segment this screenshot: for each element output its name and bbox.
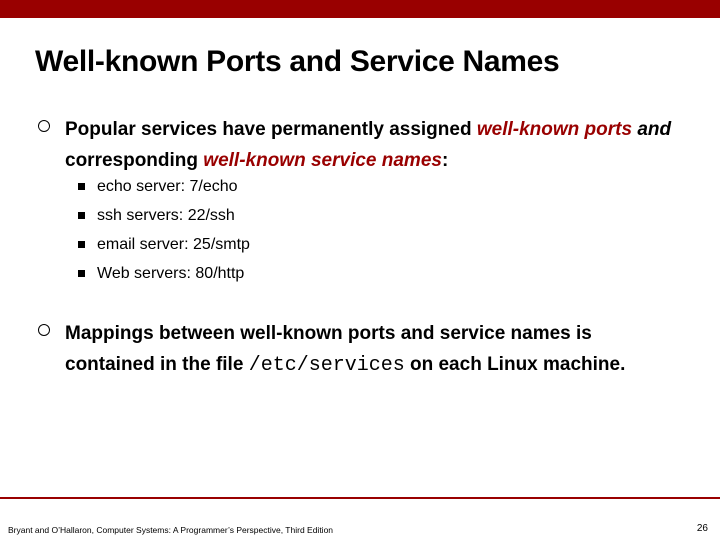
- emphasis-well-known-service-names: well-known service names: [203, 150, 442, 171]
- circle-bullet-icon: [38, 120, 50, 132]
- square-bullet-icon: [78, 183, 85, 190]
- bullet-text: Mappings between well-known ports and service names is contained in the file /etc/services on each Linux machine.: [65, 323, 626, 377]
- top-accent-bar: [0, 0, 720, 18]
- footer-citation: Bryant and O’Hallaron, Computer Systems: A Programmer’s Perspective, Third Edition: [8, 525, 334, 535]
- square-bullet-icon: [78, 270, 85, 277]
- circle-bullet-icon: [38, 324, 50, 336]
- emphasis-well-known-ports: well-known ports: [476, 119, 633, 140]
- footer-divider: [0, 497, 720, 499]
- slide-title: Well-known Ports and Service Names: [35, 45, 560, 78]
- bullet-text: Popular services have permanently assigned well-known ports and corresponding well-known service names:: [65, 119, 672, 171]
- square-bullet-icon: [78, 212, 85, 219]
- etc-services-path: /etc/services: [248, 354, 405, 377]
- page-number: 26: [696, 523, 708, 534]
- square-bullet-icon: [78, 241, 85, 248]
